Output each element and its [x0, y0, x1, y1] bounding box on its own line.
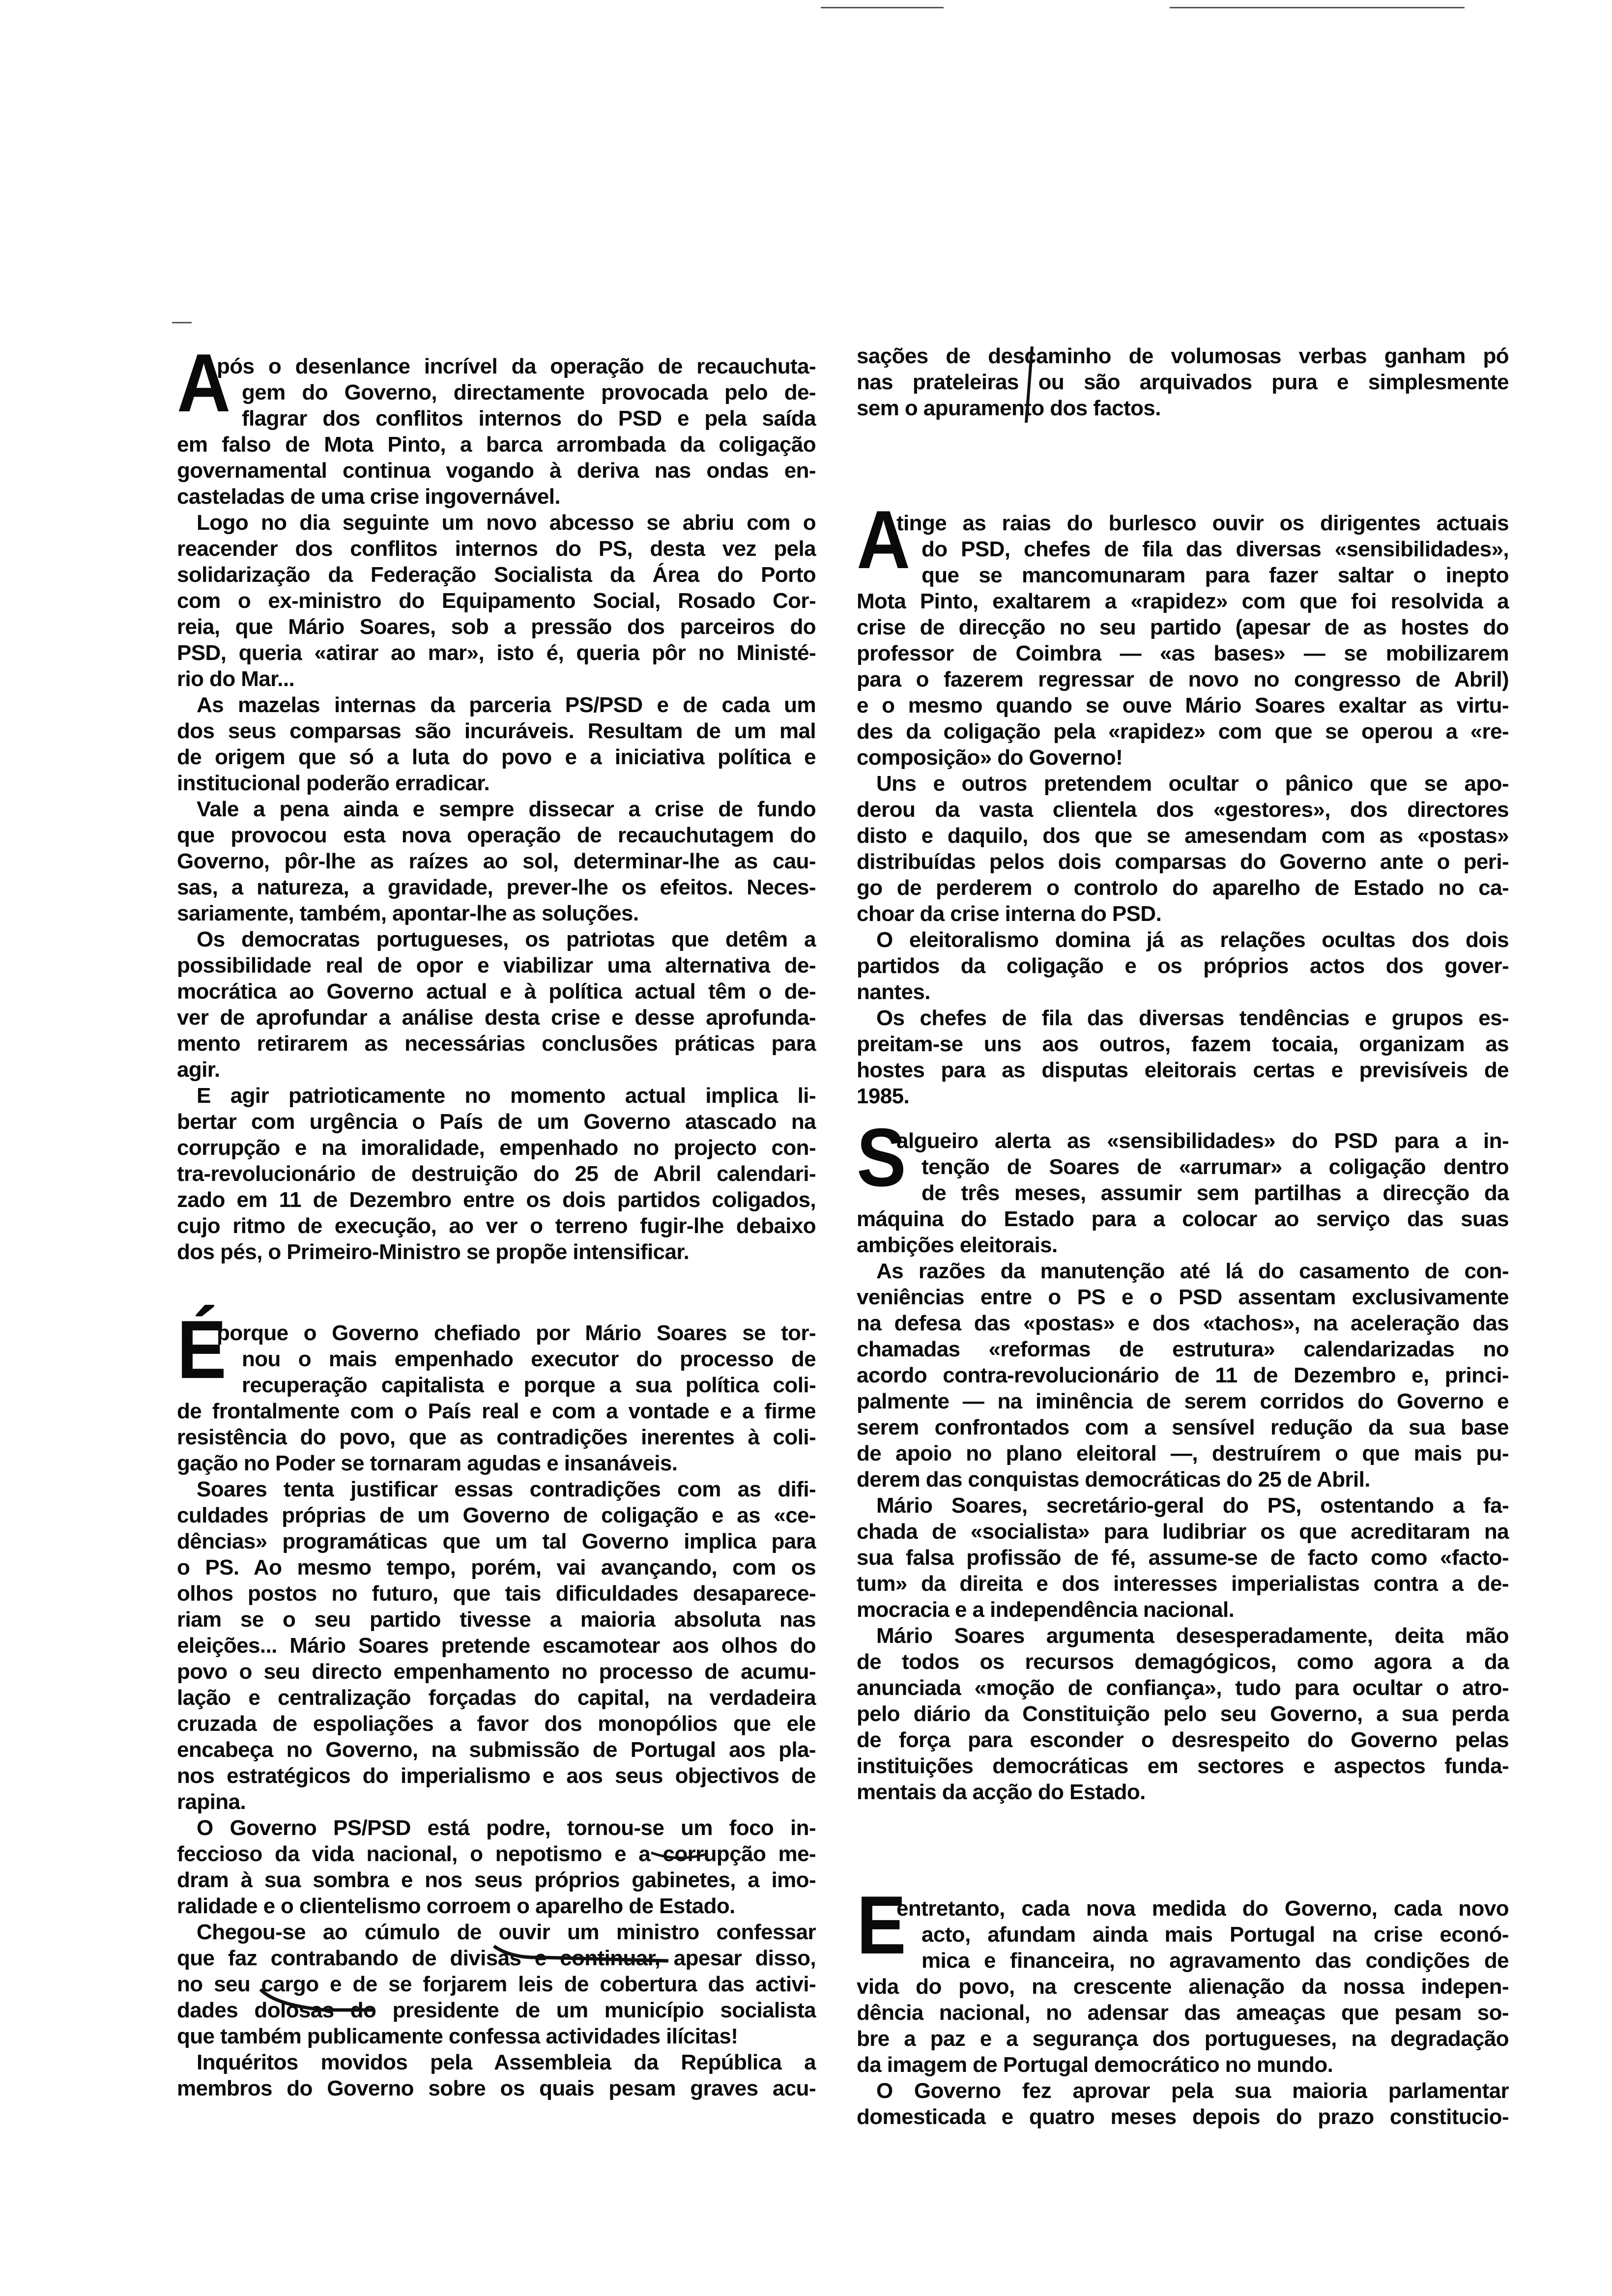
text-line: disto e daquilo, dos que se amesendam com as «postas»	[857, 824, 1509, 848]
text-line: serem confrontados com a sensível redução da sua base	[857, 1415, 1509, 1439]
pen-underline-corrupcao	[651, 1853, 708, 1858]
text-line: de apoio no plano eleitoral —, destruírem o que mais pu-	[857, 1441, 1509, 1465]
text-line: cujo ritmo de execução, ao ver o terreno fugir-lhe debaixo	[177, 1214, 816, 1238]
text-line: porque o Governo chefiado por Mário Soares se tor-	[217, 1321, 816, 1345]
text-line: Uns e outros pretendem ocultar o pânico que se apo-	[876, 772, 1509, 796]
text-line: sariamente, também, apontar-lhe as soluções.	[177, 901, 639, 925]
text-line: no seu cargo e de se forjarem leis de cobertura das activi-	[177, 1972, 816, 1996]
text-line: olhos postos no futuro, que tais dificuldades desaparece-	[177, 1581, 816, 1606]
drop-cap: É	[177, 1303, 227, 1396]
text-line: que também publicamente confessa actividades ilícitas!	[177, 2024, 738, 2048]
text-line: choar da crise interna do PSD.	[857, 902, 1162, 926]
text-line: dências» programáticas que um tal Governo implica para	[177, 1529, 816, 1553]
text-line: flagrar dos conflitos internos do PSD e pela saída	[242, 406, 816, 430]
text-line: distribuídas pelos dois comparsas do Governo ante o peri-	[857, 850, 1509, 874]
text-line: eleições... Mário Soares pretende escamotear aos olhos do	[177, 1634, 816, 1658]
text-line: tum» da direita e dos interesses imperialistas contra a de-	[857, 1572, 1509, 1596]
text-line: dram à sua sombra e nos seus próprios gabinetes, a imo-	[177, 1868, 816, 1892]
text-line: o PS. Ao mesmo tempo, porém, vai avançando, com os	[177, 1555, 816, 1579]
text-line: zado em 11 de Dezembro entre os dois partidos coligados,	[177, 1188, 816, 1212]
text-line: derou da vasta clientela dos «gestores», dos directores	[857, 798, 1509, 822]
text-line: Vale a pena ainda e sempre dissecar a crise de fundo	[197, 797, 816, 821]
text-line: sações de descaminho de volumosas verbas ganham pó	[857, 344, 1509, 368]
text-line: e o mesmo quando se ouve Mário Soares exaltar as virtu-	[857, 693, 1509, 718]
text-line: As razões da manutenção até lá do casamento de con-	[876, 1259, 1509, 1283]
text-line: encabeça no Governo, na submissão de Portugal aos pla-	[177, 1738, 816, 1762]
text-line: tinge as raias do burlesco ouvir os dirigentes actuais	[896, 511, 1509, 535]
text-line: riam se o seu partido tivesse a maioria absoluta nas	[177, 1607, 816, 1632]
text-line: bre a paz e a segurança dos portugueses, na degradação	[857, 2027, 1509, 2051]
text-line: sem o apuramento dos factos.	[857, 396, 1161, 420]
text-line: PSD, queria «atirar ao mar», isto é, queria pôr no Ministé-	[177, 641, 816, 665]
text-line: gem do Governo, directamente provocada pelo de-	[242, 380, 816, 404]
text-line: da imagem de Portugal democrático no mundo.	[857, 2053, 1333, 2077]
text-line: E agir patrioticamente no momento actual implica li-	[197, 1084, 816, 1108]
text-line: ambições eleitorais.	[857, 1233, 1058, 1257]
text-line: em falso de Mota Pinto, a barca arrombada da coligação	[177, 432, 816, 457]
text-line: máquina do Estado para a colocar ao serviço das suas	[857, 1207, 1509, 1231]
text-line: hostes para as disputas eleitorais certas e previsíveis de	[857, 1058, 1509, 1082]
text-line: algueiro alerta as «sensibilidades» do PSD para a in-	[896, 1129, 1509, 1153]
text-line: para o fazerem regressar de novo no congresso de Abril)	[857, 667, 1509, 691]
text-line: mica e financeira, no agravamento das condições de	[921, 1949, 1509, 1973]
text-line: veniências entre o PS e o PSD assentam exclusivamente	[857, 1285, 1509, 1309]
text-line: composição» do Governo!	[857, 746, 1123, 770]
text-line: instituições democráticas em sectores e aspectos funda-	[857, 1754, 1509, 1778]
drop-cap: E	[857, 1879, 906, 1971]
text-line: de força para esconder o desrespeito do Governo pelas	[857, 1728, 1509, 1752]
text-line: des da coligação pela «rapidez» com que se operou a «re-	[857, 719, 1509, 744]
text-line: Mota Pinto, exaltarem a «rapidez» com que foi resolvida a	[857, 589, 1509, 613]
text-line: que se mancomunaram para fazer saltar o inepto	[921, 563, 1509, 587]
text-line: crise de direcção no seu partido (apesar de as hostes do	[857, 615, 1509, 639]
text-line: Chegou-se ao cúmulo de ouvir um ministro confessar	[197, 1920, 816, 1944]
text-line: povo o seu directo empenhamento no processo de acumu-	[177, 1660, 816, 1684]
text-line: Soares tenta justificar essas contradições com as difi-	[197, 1477, 816, 1501]
text-line: tra-revolucionário de destruição do 25 de Abril calendari-	[177, 1162, 816, 1186]
text-line: O eleitoralismo domina já as relações ocultas dos dois	[876, 928, 1509, 952]
text-line: com o ex-ministro do Equipamento Social, Rosado Cor-	[177, 589, 816, 613]
text-line: dos seus comparsas são incuráveis. Resultam de um mal	[177, 719, 816, 743]
drop-cap: A	[857, 493, 911, 586]
pen-underline-contrabando	[260, 1989, 374, 2010]
text-line: derem das conquistas democráticas do 25 de Abril.	[857, 1467, 1370, 1492]
text-line: que faz contrabando de divisas e continuar, apesar disso,	[177, 1946, 816, 1970]
text-line: de origem que só a luta do povo e a iniciativa política e	[177, 745, 816, 769]
text-line: rapina.	[177, 1790, 246, 1814]
text-line: nantes.	[857, 980, 930, 1004]
text-line: partidos da coligação e os próprios actos dos gover-	[857, 954, 1509, 978]
text-line: nas prateleiras ou são arquivados pura e simplesmente	[857, 370, 1509, 394]
text-line: acordo contra-revolucionário de 11 de Dezembro e, princi-	[857, 1363, 1509, 1387]
text-line: dades dolosas do presidente de um município socialista	[177, 1998, 816, 2022]
text-line: As mazelas internas da parceria PS/PSD e de cada um	[197, 693, 816, 717]
text-line: de três meses, assumir sem partilhas a direcção da	[921, 1181, 1509, 1205]
text-line: sas, a natureza, a gravidade, prever-lhe os efeitos. Neces-	[177, 875, 816, 899]
text-line: feccioso da vida nacional, o nepotismo e a corrupção me-	[177, 1842, 816, 1866]
text-line: institucional poderão erradicar.	[177, 771, 490, 795]
text-line: possibilidade real de opor e viabilizar uma alternativa de-	[177, 953, 816, 977]
text-line: reacender dos conflitos internos do PS, desta vez pela	[177, 537, 816, 561]
text-line: O Governo PS/PSD está podre, tornou-se um foco in-	[197, 1816, 816, 1840]
text-line: membros do Governo sobre os quais pesam graves acu-	[177, 2076, 816, 2100]
text-line: bertar com urgência o País de um Governo atascado na	[177, 1110, 816, 1134]
text-line: casteladas de uma crise ingovernável.	[177, 485, 560, 509]
text-line: governamental continua vogando à deriva nas ondas en-	[177, 459, 816, 483]
text-line: anunciada «moção de confiança», tudo para ocultar o atro-	[857, 1676, 1509, 1700]
text-line: rio do Mar...	[177, 667, 295, 691]
text-line: mento retirarem as necessárias conclusões práticas para	[177, 1032, 816, 1056]
text-line: pós o desenlance incrível da operação de recauchuta-	[217, 354, 816, 378]
text-line: de todos os recursos demagógicos, como agora a da	[857, 1650, 1509, 1674]
text-line: nou o mais empenhado executor do processo de	[242, 1347, 816, 1371]
text-line: chada de «socialista» para ludibriar os que acreditaram na	[857, 1520, 1509, 1544]
text-line: gação no Poder se tornaram agudas e insanáveis.	[177, 1451, 678, 1475]
text-line: Governo, pôr-lhe as raízes ao sol, determinar-lhe as cau-	[177, 849, 816, 873]
text-line: de frontalmente com o País real e com a vontade e a firme	[177, 1399, 816, 1423]
text-line: reia, que Mário Soares, sob a pressão dos parceiros do	[177, 615, 816, 639]
text-line: Mário Soares, secretário-geral do PS, ostentando a fa-	[876, 1493, 1509, 1518]
text-line: mocrática ao Governo actual e à política actual têm o de-	[177, 979, 816, 1004]
text-line: pelo diário da Constituição pelo seu Governo, a sua perda	[857, 1702, 1509, 1726]
text-line: preitam-se uns aos outros, fazem tocaia, organizam as	[857, 1032, 1509, 1056]
text-line: 1985.	[857, 1084, 910, 1108]
text-line: go de perderem o controlo do aparelho de Estado no ca-	[857, 876, 1509, 900]
text-line: dência nacional, no adensar das ameaças que pesam so-	[857, 2001, 1509, 2025]
text-line: lação e centralização forçadas do capital, na verdadeira	[177, 1686, 816, 1710]
text-line: ralidade e o clientelismo corroem o aparelho de Estado.	[177, 1894, 735, 1918]
text-line: Mário Soares argumenta desesperadamente, deita mão	[876, 1624, 1509, 1648]
text-line: Logo no dia seguinte um novo abcesso se abriu com o	[197, 511, 816, 535]
text-line: corrupção e na imoralidade, empenhado no projecto con-	[177, 1136, 816, 1160]
text-line: vida do povo, na crescente alienação da nossa indepen-	[857, 1975, 1509, 1999]
text-line: tenção de Soares de «arrumar» a coligação dentro	[921, 1155, 1509, 1179]
text-line: Os chefes de fila das diversas tendências e grupos es-	[876, 1006, 1509, 1030]
text-line: domesticada e quatro meses depois do prazo constitucio-	[857, 2105, 1509, 2129]
text-line: Os democratas portugueses, os patriotas que detêm a	[197, 927, 816, 951]
drop-cap: S	[857, 1111, 906, 1204]
drop-cap: A	[177, 337, 231, 429]
text-line: resistência do povo, que as contradições inerentes à coli-	[177, 1425, 816, 1449]
text-line: recuperação capitalista e porque a sua política coli-	[242, 1373, 816, 1397]
text-line: agir.	[177, 1058, 220, 1082]
text-line: chamadas «reformas de estrutura» calendarizadas no	[857, 1337, 1509, 1361]
text-line: cruzada de espoliações a favor dos monopólios que ele	[177, 1712, 816, 1736]
pen-mark-vertical	[1026, 346, 1032, 423]
text-line: que provocou esta nova operação de recauchutagem do	[177, 823, 816, 847]
pen-underline-ouvir-ministro	[494, 1946, 668, 1961]
text-line: do PSD, chefes de fila das diversas «sensibilidades»,	[921, 537, 1509, 561]
text-line: nos estratégicos do imperialismo e aos seus objectivos de	[177, 1764, 816, 1788]
text-line: mocracia e a independência nacional.	[857, 1598, 1235, 1622]
text-line: O Governo fez aprovar pela sua maioria parlamentar	[876, 2079, 1509, 2103]
text-line: entretanto, cada nova medida do Governo, cada novo	[896, 1896, 1509, 1921]
text-line: sua falsa profissão de fé, assume-se de facto como «facto-	[857, 1546, 1509, 1570]
text-line: solidarização da Federação Socialista da Área do Porto	[177, 563, 816, 587]
text-line: ver de aprofundar a análise desta crise e desse aprofunda-	[177, 1005, 816, 1030]
text-line: na defesa das «postas» e dos «tachos», na aceleração das	[857, 1311, 1509, 1335]
text-line: palmente — na iminência de serem corridos do Governo e	[857, 1389, 1509, 1413]
text-line: mentais da acção do Estado.	[857, 1780, 1146, 1804]
text-line: professor de Coimbra — «as bases» — se mobilizarem	[857, 641, 1509, 665]
text-line: acto, afundam ainda mais Portugal na crise econó-	[921, 1923, 1509, 1947]
text-line: Inquéritos movidos pela Assembleia da República a	[197, 2050, 816, 2074]
text-line: dos pés, o Primeiro-Ministro se propõe intensificar.	[177, 1240, 690, 1264]
text-line: culdades próprias de um Governo de coligação e as «ce-	[177, 1503, 816, 1527]
